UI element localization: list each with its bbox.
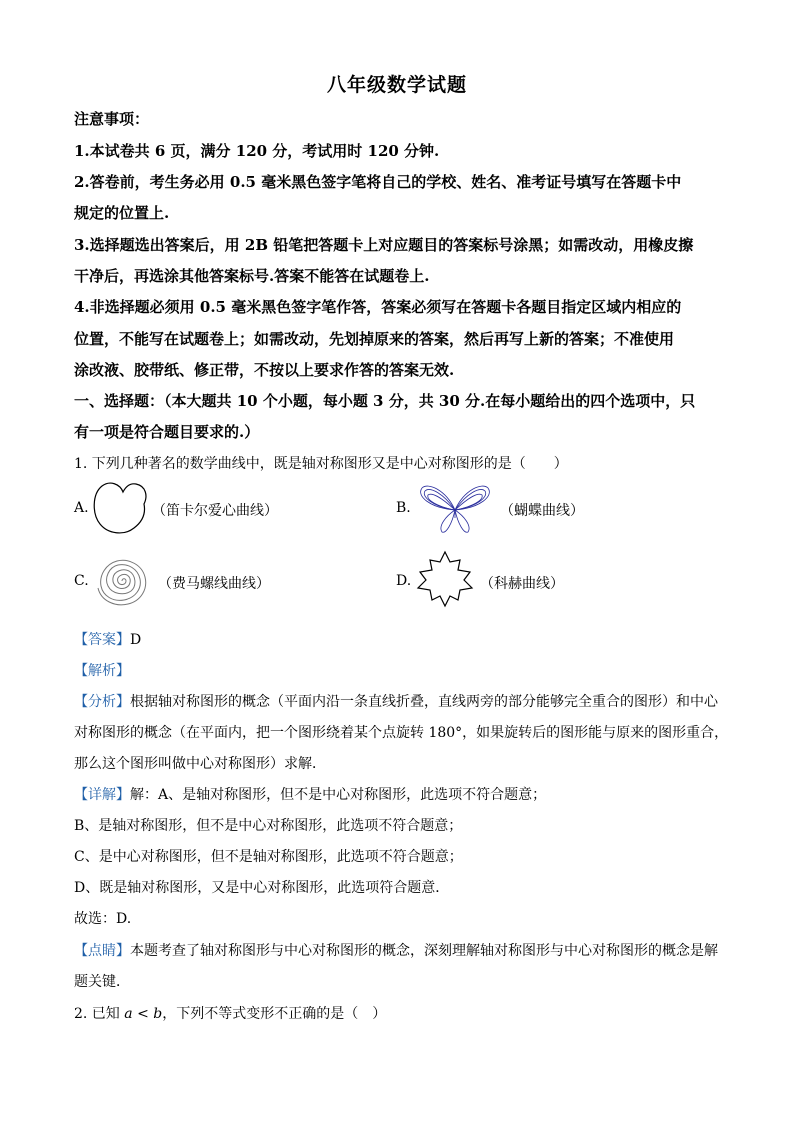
xiangjie-line-4: D、既是轴对称图形，又是中心对称图形，此选项符合题意． — [74, 880, 450, 896]
option-d-text: （科赫曲线） — [480, 576, 564, 592]
dianjing-line-2: 题关键． — [74, 974, 130, 990]
option-b-letter: B. — [396, 500, 411, 516]
option-d-letter: D. — [396, 573, 412, 589]
dianjing-line-1 — [74, 940, 718, 960]
dianjing-text-1: 本题考查了轴对称图形与中心对称图形的概念，深刻理解轴对称图形与中心对称图形的概念是解 — [130, 943, 718, 959]
butterfly-curve-icon — [416, 480, 494, 536]
notice-item-2-line-2: 规定的位置上. — [74, 204, 170, 222]
notice-heading: 注意事项： — [74, 110, 150, 128]
notice-item-2-line-1: 2.答卷前，考生务必用 0.5 毫米黑色签字笔将自己的学校、姓名、准考证号填写在答题卡中 — [74, 173, 682, 191]
fenxi-text-1: 根据轴对称图形的概念（平面内沿一条直线折叠，直线两旁的部分能够完全重合的图形）和中心 — [130, 694, 718, 710]
xiangjie-line-3: C、是中心对称图形，但不是轴对称图形，此选项不符合题意； — [74, 849, 463, 865]
notice-item-3-line-1: 3.选择题选出答案后，用 2B 铅笔把答题卡上对应题目的答案标号涂黑；如需改动，用橡皮擦 — [74, 236, 694, 254]
q2-stem-prefix: 2. 已知 — [74, 1006, 120, 1022]
fenxi-tag: 【分析】 — [74, 694, 130, 710]
analysis-heading — [74, 660, 130, 680]
xiangjie-tag: 【详解】 — [74, 787, 130, 803]
dianjing-tag: 【点睛】 — [74, 943, 130, 959]
fenxi-line-3: 那么这个图形叫做中心对称图形）求解． — [74, 756, 326, 772]
xiangjie-text-1: 解：A、是轴对称图形，但不是中心对称图形，此选项不符合题意； — [130, 787, 547, 803]
q2-stem-suffix: ，下列不等式变形不正确的是（ ） — [162, 1006, 387, 1022]
question-2-stem — [74, 1003, 386, 1023]
q2-math: a < b — [124, 1006, 163, 1022]
notice-item-1: 1.本试卷共 6 页，满分 120 分，考试用时 120 分钟. — [74, 142, 440, 160]
notice-item-3-line-2: 干净后，再选涂其他答案标号.答案不能答在试题卷上. — [74, 267, 430, 285]
fenxi-line-2: 对称图形的概念（在平面内，把一个图形绕着某个点旋转 180°，如果旋转后的图形能与原来的图形重合， — [74, 725, 729, 741]
fermat-spiral-icon — [90, 553, 154, 609]
section-1-heading-line-1: 一、选择题：（本大题共 10 个小题，每小题 3 分，共 30 分.在每小题给出的四个选项中，只 — [74, 392, 696, 410]
option-c-text: （费马螺线曲线） — [158, 576, 270, 592]
option-a-letter: A. — [74, 500, 89, 516]
option-b-text: （蝴蝶曲线） — [500, 503, 584, 519]
answer-line — [74, 629, 141, 649]
page-title: 八年级数学试题 — [326, 74, 467, 96]
question-1-stem: 1. 下列几种著名的数学曲线中，既是轴对称图形又是中心对称图形的是（ ） — [74, 456, 568, 472]
section-1-heading-line-2: 有一项是符合题目要求的.） — [74, 423, 260, 441]
koch-snowflake-icon — [414, 550, 476, 610]
fenxi-line-1 — [74, 691, 718, 711]
cardioid-curve-icon — [90, 478, 152, 538]
notice-item-4-line-1: 4.非选择题必须用 0.5 毫米黑色签字笔作答，答案必须写在答题卡各题目指定区域内相应的 — [74, 298, 682, 316]
xiangjie-line-2: B、是轴对称图形，但不是中心对称图形，此选项不符合题意； — [74, 818, 463, 834]
choice-line: 故选：D. — [74, 911, 132, 927]
option-a-text: （笛卡尔爱心曲线） — [152, 503, 278, 519]
analysis-tag: 【解析】 — [74, 663, 130, 679]
notice-item-4-line-2: 位置，不能写在试题卷上；如需改动，先划掉原来的答案，然后再写上新的答案；不准使用 — [74, 330, 675, 348]
notice-item-4-line-3: 涂改液、胶带纸、修正带，不按以上要求作答的答案无效. — [74, 361, 455, 379]
answer-value: D — [130, 632, 142, 648]
xiangjie-line-1 — [74, 784, 546, 804]
option-c-letter: C. — [74, 573, 89, 589]
answer-tag: 【答案】 — [74, 632, 130, 648]
